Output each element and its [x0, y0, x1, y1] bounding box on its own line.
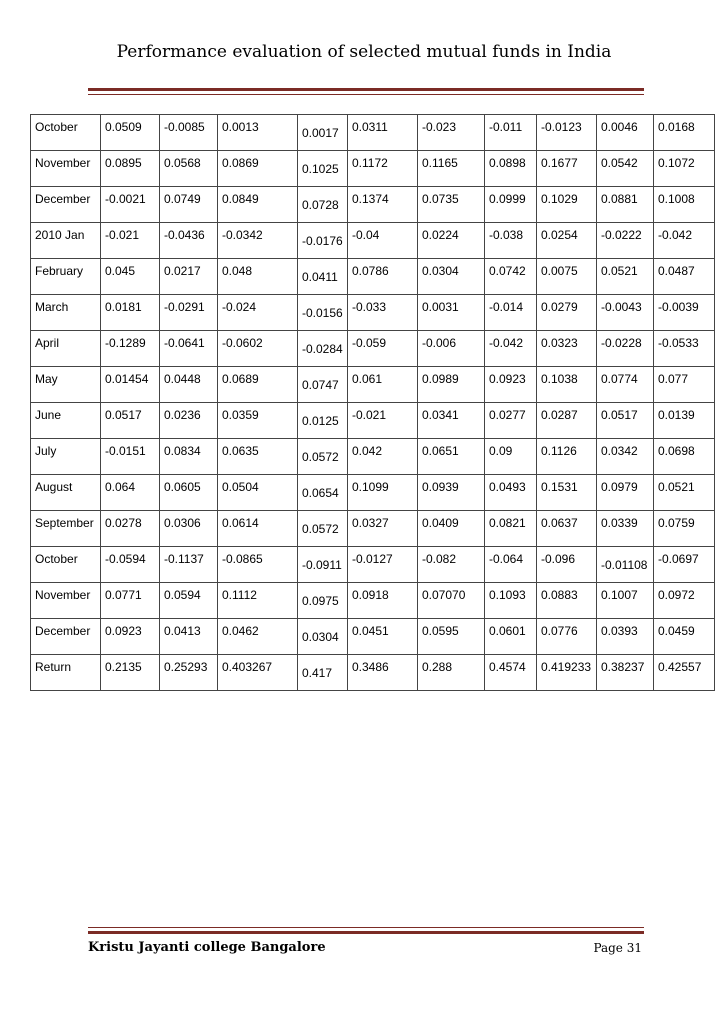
- value-cell: -0.0697: [654, 547, 715, 583]
- value-cell: 0.0881: [597, 187, 654, 223]
- value-cell: 0.0635: [218, 439, 298, 475]
- value-cell: -0.0641: [160, 331, 218, 367]
- value-cell: 0.2135: [101, 655, 160, 691]
- value-cell: 0.0749: [160, 187, 218, 223]
- value-cell: 0.1374: [348, 187, 418, 223]
- value-cell: 0.0728: [298, 187, 348, 223]
- table-row: [31, 619, 715, 655]
- value-cell: 0.0568: [160, 151, 218, 187]
- value-cell: 0.0311: [348, 115, 418, 151]
- row-label-cell: 2010 Jan: [31, 223, 101, 259]
- value-cell: 0.1165: [418, 151, 485, 187]
- table-row: [31, 151, 715, 187]
- value-cell: 0.0411: [298, 259, 348, 295]
- value-cell: 0.0735: [418, 187, 485, 223]
- value-cell: 0.0462: [218, 619, 298, 655]
- value-cell: 0.0594: [160, 583, 218, 619]
- value-cell: -0.0533: [654, 331, 715, 367]
- value-cell: 0.0517: [101, 403, 160, 439]
- value-cell: 0.288: [418, 655, 485, 691]
- value-cell: 0.0542: [597, 151, 654, 187]
- value-cell: -0.082: [418, 547, 485, 583]
- returns-table: [30, 114, 715, 691]
- footer-rule: [88, 931, 644, 934]
- value-cell: 0.0017: [298, 115, 348, 151]
- value-cell: 0.0774: [597, 367, 654, 403]
- table-row: [31, 475, 715, 511]
- table-row: [31, 403, 715, 439]
- value-cell: 0.0572: [298, 439, 348, 475]
- value-cell: 0.0786: [348, 259, 418, 295]
- value-cell: 0.0698: [654, 439, 715, 475]
- row-label-cell: November: [31, 151, 101, 187]
- value-cell: 0.0509: [101, 115, 160, 151]
- value-cell: -0.0127: [348, 547, 418, 583]
- value-cell: 0.0601: [485, 619, 537, 655]
- row-label-cell: July: [31, 439, 101, 475]
- value-cell: -0.042: [654, 223, 715, 259]
- value-cell: 0.0517: [597, 403, 654, 439]
- value-cell: 0.0139: [654, 403, 715, 439]
- value-cell: -0.0176: [298, 223, 348, 259]
- value-cell: 0.0572: [298, 511, 348, 547]
- value-cell: 0.0409: [418, 511, 485, 547]
- footer-page-number: Page 31: [593, 941, 642, 955]
- value-cell: 0.0224: [418, 223, 485, 259]
- value-cell: -0.0228: [597, 331, 654, 367]
- value-cell: 0.1112: [218, 583, 298, 619]
- value-cell: 0.0217: [160, 259, 218, 295]
- row-label-cell: September: [31, 511, 101, 547]
- value-cell: 0.042: [348, 439, 418, 475]
- value-cell: 0.0759: [654, 511, 715, 547]
- value-cell: 0.0046: [597, 115, 654, 151]
- row-label-cell: June: [31, 403, 101, 439]
- value-cell: -0.0291: [160, 295, 218, 331]
- row-label-cell: December: [31, 619, 101, 655]
- row-label-cell: November: [31, 583, 101, 619]
- value-cell: 0.0236: [160, 403, 218, 439]
- value-cell: 0.064: [101, 475, 160, 511]
- value-cell: -0.0342: [218, 223, 298, 259]
- value-cell: 0.0972: [654, 583, 715, 619]
- value-cell: 0.38237: [597, 655, 654, 691]
- value-cell: -0.0284: [298, 331, 348, 367]
- value-cell: 0.1072: [654, 151, 715, 187]
- value-cell: 0.077: [654, 367, 715, 403]
- value-cell: -0.033: [348, 295, 418, 331]
- value-cell: 0.1038: [537, 367, 597, 403]
- table-row: [31, 439, 715, 475]
- table-row: [31, 367, 715, 403]
- value-cell: 0.0614: [218, 511, 298, 547]
- value-cell: 0.0999: [485, 187, 537, 223]
- table-row: [31, 655, 715, 691]
- value-cell: 0.1025: [298, 151, 348, 187]
- value-cell: 0.419233: [537, 655, 597, 691]
- value-cell: 0.0487: [654, 259, 715, 295]
- value-cell: 0.0304: [298, 619, 348, 655]
- value-cell: 0.0341: [418, 403, 485, 439]
- value-cell: 0.0493: [485, 475, 537, 511]
- value-cell: 0.0637: [537, 511, 597, 547]
- value-cell: 0.0504: [218, 475, 298, 511]
- value-cell: 0.0451: [348, 619, 418, 655]
- header-rule: [88, 88, 644, 91]
- value-cell: 0.0304: [418, 259, 485, 295]
- value-cell: 0.1093: [485, 583, 537, 619]
- value-cell: 0.1008: [654, 187, 715, 223]
- value-cell: -0.0085: [160, 115, 218, 151]
- value-cell: 0.0279: [537, 295, 597, 331]
- value-cell: -0.064: [485, 547, 537, 583]
- value-cell: 0.1172: [348, 151, 418, 187]
- value-cell: 0.0595: [418, 619, 485, 655]
- value-cell: -0.011: [485, 115, 537, 151]
- value-cell: 0.0168: [654, 115, 715, 151]
- value-cell: 0.0605: [160, 475, 218, 511]
- value-cell: 0.25293: [160, 655, 218, 691]
- value-cell: 0.0883: [537, 583, 597, 619]
- table-row: [31, 583, 715, 619]
- value-cell: -0.042: [485, 331, 537, 367]
- value-cell: -0.059: [348, 331, 418, 367]
- value-cell: 0.1126: [537, 439, 597, 475]
- value-cell: 0.0742: [485, 259, 537, 295]
- table-row: [31, 331, 715, 367]
- value-cell: 0.0821: [485, 511, 537, 547]
- value-cell: 0.045: [101, 259, 160, 295]
- value-cell: 0.0323: [537, 331, 597, 367]
- value-cell: 0.0939: [418, 475, 485, 511]
- value-cell: 0.0342: [597, 439, 654, 475]
- value-cell: 0.0849: [218, 187, 298, 223]
- value-cell: -0.1289: [101, 331, 160, 367]
- value-cell: 0.01454: [101, 367, 160, 403]
- value-cell: 0.1531: [537, 475, 597, 511]
- value-cell: 0.0989: [418, 367, 485, 403]
- value-cell: 0.061: [348, 367, 418, 403]
- value-cell: -0.0222: [597, 223, 654, 259]
- value-cell: -0.0039: [654, 295, 715, 331]
- value-cell: 0.0776: [537, 619, 597, 655]
- value-cell: -0.0043: [597, 295, 654, 331]
- value-cell: 0.0689: [218, 367, 298, 403]
- value-cell: 0.417: [298, 655, 348, 691]
- table-row: [31, 511, 715, 547]
- value-cell: 0.07070: [418, 583, 485, 619]
- value-cell: 0.0254: [537, 223, 597, 259]
- value-cell: 0.0895: [101, 151, 160, 187]
- value-cell: -0.021: [348, 403, 418, 439]
- value-cell: 0.0287: [537, 403, 597, 439]
- row-label-cell: May: [31, 367, 101, 403]
- value-cell: -0.024: [218, 295, 298, 331]
- value-cell: -0.0156: [298, 295, 348, 331]
- row-label-cell: March: [31, 295, 101, 331]
- value-cell: 0.0898: [485, 151, 537, 187]
- value-cell: 0.048: [218, 259, 298, 295]
- table-row: [31, 259, 715, 295]
- value-cell: -0.1137: [160, 547, 218, 583]
- value-cell: -0.0123: [537, 115, 597, 151]
- value-cell: 0.0181: [101, 295, 160, 331]
- value-cell: 0.403267: [218, 655, 298, 691]
- value-cell: 0.0918: [348, 583, 418, 619]
- value-cell: 0.0306: [160, 511, 218, 547]
- value-cell: 0.0359: [218, 403, 298, 439]
- value-cell: 0.0923: [485, 367, 537, 403]
- value-cell: 0.1029: [537, 187, 597, 223]
- value-cell: 0.09: [485, 439, 537, 475]
- value-cell: 0.3486: [348, 655, 418, 691]
- value-cell: 0.0521: [597, 259, 654, 295]
- value-cell: -0.04: [348, 223, 418, 259]
- page-header-title: Performance evaluation of selected mutual funds in India: [116, 42, 612, 62]
- table-row: [31, 187, 715, 223]
- value-cell: 0.4574: [485, 655, 537, 691]
- table-row: [31, 115, 715, 151]
- value-cell: 0.0413: [160, 619, 218, 655]
- table-row: [31, 547, 715, 583]
- value-cell: 0.0075: [537, 259, 597, 295]
- table-row: [31, 295, 715, 331]
- footer-rule-thin: [88, 927, 644, 928]
- row-label-cell: Return: [31, 655, 101, 691]
- value-cell: 0.0013: [218, 115, 298, 151]
- value-cell: -0.0021: [101, 187, 160, 223]
- value-cell: 0.0975: [298, 583, 348, 619]
- value-cell: 0.1099: [348, 475, 418, 511]
- value-cell: 0.1677: [537, 151, 597, 187]
- value-cell: 0.0771: [101, 583, 160, 619]
- value-cell: -0.0436: [160, 223, 218, 259]
- value-cell: 0.0869: [218, 151, 298, 187]
- value-cell: 0.42557: [654, 655, 715, 691]
- row-label-cell: October: [31, 547, 101, 583]
- table-row: [31, 223, 715, 259]
- row-label-cell: February: [31, 259, 101, 295]
- value-cell: 0.0277: [485, 403, 537, 439]
- value-cell: -0.0865: [218, 547, 298, 583]
- footer-college-name: Kristu Jayanti college Bangalore: [88, 940, 326, 955]
- row-label-cell: August: [31, 475, 101, 511]
- value-cell: 0.0031: [418, 295, 485, 331]
- value-cell: 0.0278: [101, 511, 160, 547]
- value-cell: -0.01108: [597, 547, 654, 583]
- header-rule-thin: [88, 94, 644, 95]
- value-cell: -0.0151: [101, 439, 160, 475]
- value-cell: -0.021: [101, 223, 160, 259]
- value-cell: -0.096: [537, 547, 597, 583]
- value-cell: 0.0654: [298, 475, 348, 511]
- row-label-cell: April: [31, 331, 101, 367]
- value-cell: -0.038: [485, 223, 537, 259]
- value-cell: -0.006: [418, 331, 485, 367]
- value-cell: 0.0923: [101, 619, 160, 655]
- value-cell: -0.014: [485, 295, 537, 331]
- row-label-cell: October: [31, 115, 101, 151]
- value-cell: 0.1007: [597, 583, 654, 619]
- value-cell: 0.0834: [160, 439, 218, 475]
- value-cell: 0.0327: [348, 511, 418, 547]
- value-cell: -0.0911: [298, 547, 348, 583]
- value-cell: 0.0979: [597, 475, 654, 511]
- value-cell: 0.0747: [298, 367, 348, 403]
- value-cell: 0.0125: [298, 403, 348, 439]
- row-label-cell: December: [31, 187, 101, 223]
- value-cell: -0.023: [418, 115, 485, 151]
- value-cell: -0.0594: [101, 547, 160, 583]
- value-cell: 0.0448: [160, 367, 218, 403]
- value-cell: 0.0521: [654, 475, 715, 511]
- value-cell: 0.0339: [597, 511, 654, 547]
- value-cell: -0.0602: [218, 331, 298, 367]
- value-cell: 0.0459: [654, 619, 715, 655]
- value-cell: 0.0651: [418, 439, 485, 475]
- value-cell: 0.0393: [597, 619, 654, 655]
